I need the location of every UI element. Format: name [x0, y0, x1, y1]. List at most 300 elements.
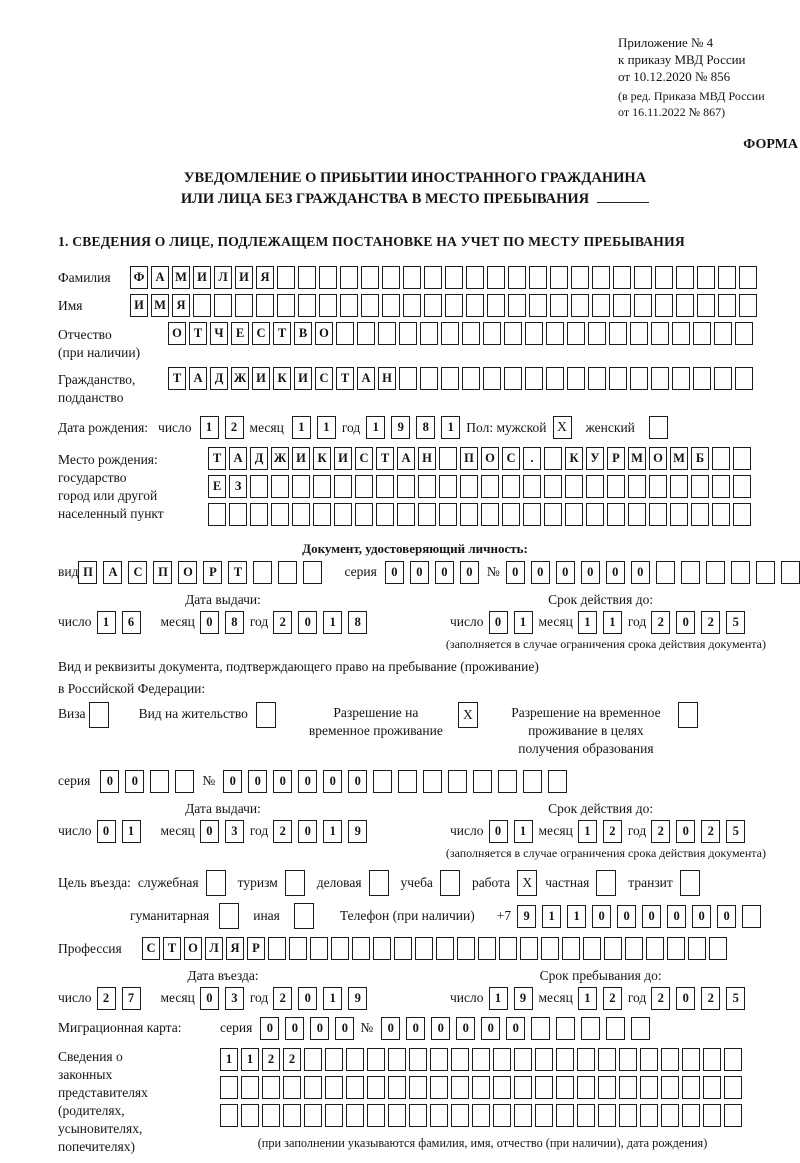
char-cell[interactable]	[693, 322, 711, 345]
char-cell[interactable]	[529, 294, 547, 317]
char-cell[interactable]	[357, 322, 375, 345]
char-cell[interactable]: 7	[122, 987, 141, 1010]
char-cell[interactable]	[630, 367, 648, 390]
char-cell[interactable]	[581, 1017, 600, 1040]
char-cell[interactable]: Р	[203, 561, 222, 584]
char-cell[interactable]	[313, 503, 331, 526]
char-cell[interactable]	[504, 322, 522, 345]
char-cell[interactable]	[634, 266, 652, 289]
char-cell[interactable]	[556, 1048, 574, 1071]
char-cell[interactable]	[481, 475, 499, 498]
char-cell[interactable]: 8	[225, 611, 244, 634]
char-cell[interactable]: 2	[651, 611, 670, 634]
char-cell[interactable]	[373, 937, 391, 960]
char-cell[interactable]: П	[153, 561, 172, 584]
entry-year-cells[interactable]	[273, 987, 373, 1010]
char-cell[interactable]	[256, 294, 274, 317]
char-cell[interactable]: 1	[578, 611, 597, 634]
char-cell[interactable]	[430, 1104, 448, 1127]
char-cell[interactable]	[567, 322, 585, 345]
char-cell[interactable]	[651, 322, 669, 345]
char-cell[interactable]	[397, 503, 415, 526]
char-cell[interactable]: 0	[667, 905, 686, 928]
char-cell[interactable]: 0	[323, 770, 342, 793]
char-cell[interactable]: 1	[366, 416, 385, 439]
char-cell[interactable]: 0	[531, 561, 550, 584]
char-cell[interactable]	[271, 475, 289, 498]
char-cell[interactable]	[462, 322, 480, 345]
char-cell[interactable]: Я	[172, 294, 190, 317]
char-cell[interactable]	[325, 1048, 343, 1071]
char-cell[interactable]: 0	[200, 820, 219, 843]
birth-month-cells[interactable]	[292, 416, 342, 439]
char-cell[interactable]	[376, 475, 394, 498]
char-cell[interactable]	[577, 1076, 595, 1099]
temp-residence-education-checkbox[interactable]	[678, 702, 698, 728]
char-cell[interactable]: 0	[717, 905, 736, 928]
purpose-private-checkbox[interactable]	[596, 870, 616, 896]
char-cell[interactable]	[670, 503, 688, 526]
char-cell[interactable]	[712, 447, 730, 470]
char-cell[interactable]	[472, 1104, 490, 1127]
char-cell[interactable]: Ж	[271, 447, 289, 470]
char-cell[interactable]: 2	[651, 820, 670, 843]
char-cell[interactable]: Л	[205, 937, 223, 960]
char-cell[interactable]	[220, 1076, 238, 1099]
char-cell[interactable]	[520, 937, 538, 960]
char-cell[interactable]	[604, 937, 622, 960]
char-cell[interactable]	[483, 367, 501, 390]
char-cell[interactable]	[613, 266, 631, 289]
given-name-cells[interactable]	[130, 294, 760, 317]
char-cell[interactable]	[688, 937, 706, 960]
char-cell[interactable]	[367, 1048, 385, 1071]
char-cell[interactable]	[508, 266, 526, 289]
char-cell[interactable]	[436, 937, 454, 960]
char-cell[interactable]: Р	[607, 447, 625, 470]
char-cell[interactable]	[325, 1104, 343, 1127]
char-cell[interactable]: 0	[489, 820, 508, 843]
char-cell[interactable]	[691, 475, 709, 498]
char-cell[interactable]	[481, 503, 499, 526]
sex-male-checkbox[interactable]: X	[553, 416, 572, 439]
char-cell[interactable]	[672, 322, 690, 345]
char-cell[interactable]: 0	[642, 905, 661, 928]
char-cell[interactable]	[175, 770, 194, 793]
char-cell[interactable]: 2	[273, 820, 292, 843]
char-cell[interactable]	[646, 937, 664, 960]
char-cell[interactable]	[355, 475, 373, 498]
char-cell[interactable]	[556, 1104, 574, 1127]
char-cell[interactable]: 9	[514, 987, 533, 1010]
purpose-transit-checkbox[interactable]	[680, 870, 700, 896]
char-cell[interactable]: С	[252, 322, 270, 345]
char-cell[interactable]: 0	[298, 770, 317, 793]
char-cell[interactable]: М	[670, 447, 688, 470]
char-cell[interactable]	[336, 322, 354, 345]
char-cell[interactable]	[361, 294, 379, 317]
char-cell[interactable]: 0	[260, 1017, 279, 1040]
char-cell[interactable]	[672, 367, 690, 390]
char-cell[interactable]: 5	[726, 987, 745, 1010]
char-cell[interactable]: 0	[298, 987, 317, 1010]
char-cell[interactable]: Е	[231, 322, 249, 345]
char-cell[interactable]: И	[294, 367, 312, 390]
char-cell[interactable]: 0	[506, 1017, 525, 1040]
char-cell[interactable]	[367, 1104, 385, 1127]
char-cell[interactable]: 1	[200, 416, 219, 439]
sex-female-checkbox[interactable]	[649, 416, 668, 439]
char-cell[interactable]: 1	[220, 1048, 238, 1071]
char-cell[interactable]	[150, 770, 169, 793]
char-cell[interactable]	[466, 294, 484, 317]
char-cell[interactable]	[697, 266, 715, 289]
char-cell[interactable]	[346, 1104, 364, 1127]
char-cell[interactable]: К	[313, 447, 331, 470]
doc-valid-year-cells[interactable]	[651, 611, 751, 634]
char-cell[interactable]	[498, 770, 517, 793]
char-cell[interactable]	[220, 1104, 238, 1127]
char-cell[interactable]: З	[229, 475, 247, 498]
char-cell[interactable]: Н	[378, 367, 396, 390]
char-cell[interactable]	[355, 503, 373, 526]
char-cell[interactable]	[661, 1048, 679, 1071]
char-cell[interactable]	[241, 1076, 259, 1099]
char-cell[interactable]	[409, 1104, 427, 1127]
char-cell[interactable]	[478, 937, 496, 960]
char-cell[interactable]	[388, 1076, 406, 1099]
char-cell[interactable]: 0	[631, 561, 650, 584]
char-cell[interactable]: Я	[256, 266, 274, 289]
char-cell[interactable]	[544, 475, 562, 498]
char-cell[interactable]: 0	[676, 611, 695, 634]
char-cell[interactable]	[733, 503, 751, 526]
char-cell[interactable]: 0	[298, 611, 317, 634]
char-cell[interactable]: 9	[517, 905, 536, 928]
char-cell[interactable]: 1	[317, 416, 336, 439]
representatives-row1-cells[interactable]	[220, 1048, 745, 1071]
char-cell[interactable]: 0	[410, 561, 429, 584]
char-cell[interactable]	[502, 503, 520, 526]
char-cell[interactable]	[693, 367, 711, 390]
birth-place-row2-cells[interactable]	[208, 475, 754, 498]
char-cell[interactable]: П	[78, 561, 97, 584]
char-cell[interactable]	[460, 503, 478, 526]
entry-day-cells[interactable]	[97, 987, 147, 1010]
char-cell[interactable]	[733, 475, 751, 498]
char-cell[interactable]	[571, 294, 589, 317]
char-cell[interactable]: И	[292, 447, 310, 470]
char-cell[interactable]	[531, 1017, 550, 1040]
char-cell[interactable]	[277, 294, 295, 317]
char-cell[interactable]: 0	[581, 561, 600, 584]
permit-valid-day-cells[interactable]	[489, 820, 539, 843]
char-cell[interactable]	[514, 1076, 532, 1099]
char-cell[interactable]	[250, 475, 268, 498]
char-cell[interactable]	[546, 322, 564, 345]
char-cell[interactable]	[544, 503, 562, 526]
char-cell[interactable]: С	[502, 447, 520, 470]
char-cell[interactable]: Я	[226, 937, 244, 960]
surname-cells[interactable]	[130, 266, 760, 289]
char-cell[interactable]: Т	[336, 367, 354, 390]
char-cell[interactable]	[441, 367, 459, 390]
char-cell[interactable]	[697, 294, 715, 317]
char-cell[interactable]: И	[235, 266, 253, 289]
char-cell[interactable]: 2	[701, 820, 720, 843]
char-cell[interactable]	[606, 1017, 625, 1040]
char-cell[interactable]: 0	[406, 1017, 425, 1040]
permit-issue-day-cells[interactable]	[97, 820, 147, 843]
char-cell[interactable]	[340, 294, 358, 317]
char-cell[interactable]	[448, 770, 467, 793]
char-cell[interactable]	[382, 294, 400, 317]
char-cell[interactable]: 1	[241, 1048, 259, 1071]
char-cell[interactable]	[609, 322, 627, 345]
char-cell[interactable]	[556, 1017, 575, 1040]
char-cell[interactable]	[550, 266, 568, 289]
migration-series-cells[interactable]	[260, 1017, 360, 1040]
char-cell[interactable]: 9	[348, 820, 367, 843]
char-cell[interactable]: 2	[701, 611, 720, 634]
char-cell[interactable]	[399, 322, 417, 345]
char-cell[interactable]	[546, 367, 564, 390]
char-cell[interactable]: 2	[651, 987, 670, 1010]
char-cell[interactable]	[565, 503, 583, 526]
stay-month-cells[interactable]	[578, 987, 628, 1010]
temp-residence-checkbox[interactable]: X	[458, 702, 478, 728]
char-cell[interactable]	[523, 475, 541, 498]
char-cell[interactable]	[625, 937, 643, 960]
char-cell[interactable]	[415, 937, 433, 960]
patronymic-cells[interactable]	[168, 322, 756, 345]
char-cell[interactable]: Р	[247, 937, 265, 960]
char-cell[interactable]	[451, 1076, 469, 1099]
char-cell[interactable]	[739, 266, 757, 289]
birth-day-cells[interactable]	[200, 416, 250, 439]
char-cell[interactable]: Т	[168, 367, 186, 390]
char-cell[interactable]: А	[103, 561, 122, 584]
char-cell[interactable]	[325, 1076, 343, 1099]
char-cell[interactable]	[472, 1076, 490, 1099]
char-cell[interactable]	[487, 266, 505, 289]
char-cell[interactable]	[619, 1104, 637, 1127]
char-cell[interactable]	[592, 266, 610, 289]
char-cell[interactable]	[714, 322, 732, 345]
char-cell[interactable]: А	[397, 447, 415, 470]
char-cell[interactable]: Ж	[231, 367, 249, 390]
char-cell[interactable]: 0	[676, 820, 695, 843]
char-cell[interactable]	[457, 937, 475, 960]
char-cell[interactable]: С	[355, 447, 373, 470]
residence-permit-checkbox[interactable]	[256, 702, 276, 728]
char-cell[interactable]	[562, 937, 580, 960]
permit-issue-year-cells[interactable]	[273, 820, 373, 843]
char-cell[interactable]: А	[151, 266, 169, 289]
char-cell[interactable]	[586, 503, 604, 526]
char-cell[interactable]	[628, 503, 646, 526]
char-cell[interactable]	[253, 561, 272, 584]
char-cell[interactable]	[367, 1076, 385, 1099]
char-cell[interactable]	[334, 475, 352, 498]
char-cell[interactable]: 0	[385, 561, 404, 584]
char-cell[interactable]: 2	[701, 987, 720, 1010]
char-cell[interactable]: 0	[273, 770, 292, 793]
char-cell[interactable]	[289, 937, 307, 960]
char-cell[interactable]: 1	[97, 611, 116, 634]
char-cell[interactable]: М	[628, 447, 646, 470]
profession-cells[interactable]	[142, 937, 730, 960]
char-cell[interactable]: Д	[210, 367, 228, 390]
char-cell[interactable]	[441, 322, 459, 345]
char-cell[interactable]	[394, 937, 412, 960]
char-cell[interactable]	[631, 1017, 650, 1040]
purpose-work-checkbox[interactable]: X	[517, 870, 537, 896]
char-cell[interactable]	[525, 367, 543, 390]
purpose-official-checkbox[interactable]	[206, 870, 226, 896]
char-cell[interactable]: Т	[228, 561, 247, 584]
char-cell[interactable]	[508, 294, 526, 317]
char-cell[interactable]: 0	[606, 561, 625, 584]
char-cell[interactable]: Т	[189, 322, 207, 345]
char-cell[interactable]: Л	[214, 266, 232, 289]
char-cell[interactable]	[346, 1048, 364, 1071]
char-cell[interactable]	[292, 503, 310, 526]
char-cell[interactable]: О	[178, 561, 197, 584]
char-cell[interactable]	[607, 503, 625, 526]
char-cell[interactable]	[466, 266, 484, 289]
char-cell[interactable]	[399, 367, 417, 390]
char-cell[interactable]	[655, 266, 673, 289]
char-cell[interactable]	[523, 770, 542, 793]
char-cell[interactable]	[619, 1076, 637, 1099]
char-cell[interactable]	[376, 503, 394, 526]
birth-place-row3-cells[interactable]	[208, 503, 754, 526]
char-cell[interactable]	[493, 1076, 511, 1099]
char-cell[interactable]	[418, 503, 436, 526]
char-cell[interactable]	[398, 770, 417, 793]
permit-valid-month-cells[interactable]	[578, 820, 628, 843]
char-cell[interactable]	[592, 294, 610, 317]
char-cell[interactable]: 0	[617, 905, 636, 928]
char-cell[interactable]: А	[357, 367, 375, 390]
char-cell[interactable]	[733, 447, 751, 470]
char-cell[interactable]	[598, 1076, 616, 1099]
char-cell[interactable]	[361, 266, 379, 289]
char-cell[interactable]	[649, 503, 667, 526]
phone-cells[interactable]	[517, 905, 767, 928]
char-cell[interactable]: 0	[125, 770, 144, 793]
char-cell[interactable]: И	[130, 294, 148, 317]
char-cell[interactable]	[439, 503, 457, 526]
char-cell[interactable]	[340, 266, 358, 289]
char-cell[interactable]	[352, 937, 370, 960]
char-cell[interactable]	[304, 1048, 322, 1071]
char-cell[interactable]: 1	[122, 820, 141, 843]
doc-issue-year-cells[interactable]	[273, 611, 373, 634]
char-cell[interactable]	[588, 367, 606, 390]
char-cell[interactable]: О	[168, 322, 186, 345]
entry-month-cells[interactable]	[200, 987, 250, 1010]
doc-valid-month-cells[interactable]	[578, 611, 628, 634]
char-cell[interactable]: 0	[506, 561, 525, 584]
char-cell[interactable]: 5	[726, 820, 745, 843]
char-cell[interactable]	[430, 1076, 448, 1099]
char-cell[interactable]: 0	[248, 770, 267, 793]
doc-type-cells[interactable]	[78, 561, 328, 584]
char-cell[interactable]: 1	[603, 611, 622, 634]
char-cell[interactable]	[598, 1048, 616, 1071]
char-cell[interactable]	[681, 561, 700, 584]
char-cell[interactable]	[523, 503, 541, 526]
char-cell[interactable]	[781, 561, 800, 584]
char-cell[interactable]	[609, 367, 627, 390]
char-cell[interactable]: У	[586, 447, 604, 470]
visa-checkbox[interactable]	[89, 702, 109, 728]
char-cell[interactable]	[706, 561, 725, 584]
char-cell[interactable]	[739, 294, 757, 317]
char-cell[interactable]	[487, 294, 505, 317]
char-cell[interactable]	[462, 367, 480, 390]
char-cell[interactable]: 8	[416, 416, 435, 439]
char-cell[interactable]: 0	[435, 561, 454, 584]
char-cell[interactable]	[278, 561, 297, 584]
purpose-tourism-checkbox[interactable]	[285, 870, 305, 896]
char-cell[interactable]	[565, 475, 583, 498]
char-cell[interactable]: 1	[514, 820, 533, 843]
char-cell[interactable]	[493, 1104, 511, 1127]
char-cell[interactable]	[567, 367, 585, 390]
char-cell[interactable]: С	[128, 561, 147, 584]
char-cell[interactable]: О	[315, 322, 333, 345]
char-cell[interactable]	[756, 561, 775, 584]
char-cell[interactable]	[193, 294, 211, 317]
char-cell[interactable]	[388, 1104, 406, 1127]
char-cell[interactable]	[451, 1048, 469, 1071]
doc-issue-month-cells[interactable]	[200, 611, 250, 634]
char-cell[interactable]	[703, 1048, 721, 1071]
char-cell[interactable]	[283, 1076, 301, 1099]
char-cell[interactable]	[378, 322, 396, 345]
char-cell[interactable]	[214, 294, 232, 317]
char-cell[interactable]: 0	[489, 611, 508, 634]
char-cell[interactable]	[262, 1076, 280, 1099]
purpose-other-checkbox[interactable]	[294, 903, 314, 929]
char-cell[interactable]: 0	[298, 820, 317, 843]
char-cell[interactable]: 0	[100, 770, 119, 793]
char-cell[interactable]: И	[334, 447, 352, 470]
doc-series-cells[interactable]	[385, 561, 485, 584]
char-cell[interactable]	[250, 503, 268, 526]
char-cell[interactable]: Ф	[130, 266, 148, 289]
char-cell[interactable]	[334, 503, 352, 526]
doc-number-cells[interactable]	[506, 561, 800, 584]
char-cell[interactable]: 1	[567, 905, 586, 928]
char-cell[interactable]	[424, 294, 442, 317]
char-cell[interactable]	[420, 367, 438, 390]
char-cell[interactable]	[709, 937, 727, 960]
char-cell[interactable]	[504, 367, 522, 390]
citizenship-cells[interactable]	[168, 367, 756, 390]
char-cell[interactable]	[424, 266, 442, 289]
char-cell[interactable]	[724, 1048, 742, 1071]
char-cell[interactable]: Т	[376, 447, 394, 470]
char-cell[interactable]	[418, 475, 436, 498]
char-cell[interactable]	[640, 1048, 658, 1071]
char-cell[interactable]	[304, 1076, 322, 1099]
char-cell[interactable]: 0	[456, 1017, 475, 1040]
char-cell[interactable]	[241, 1104, 259, 1127]
